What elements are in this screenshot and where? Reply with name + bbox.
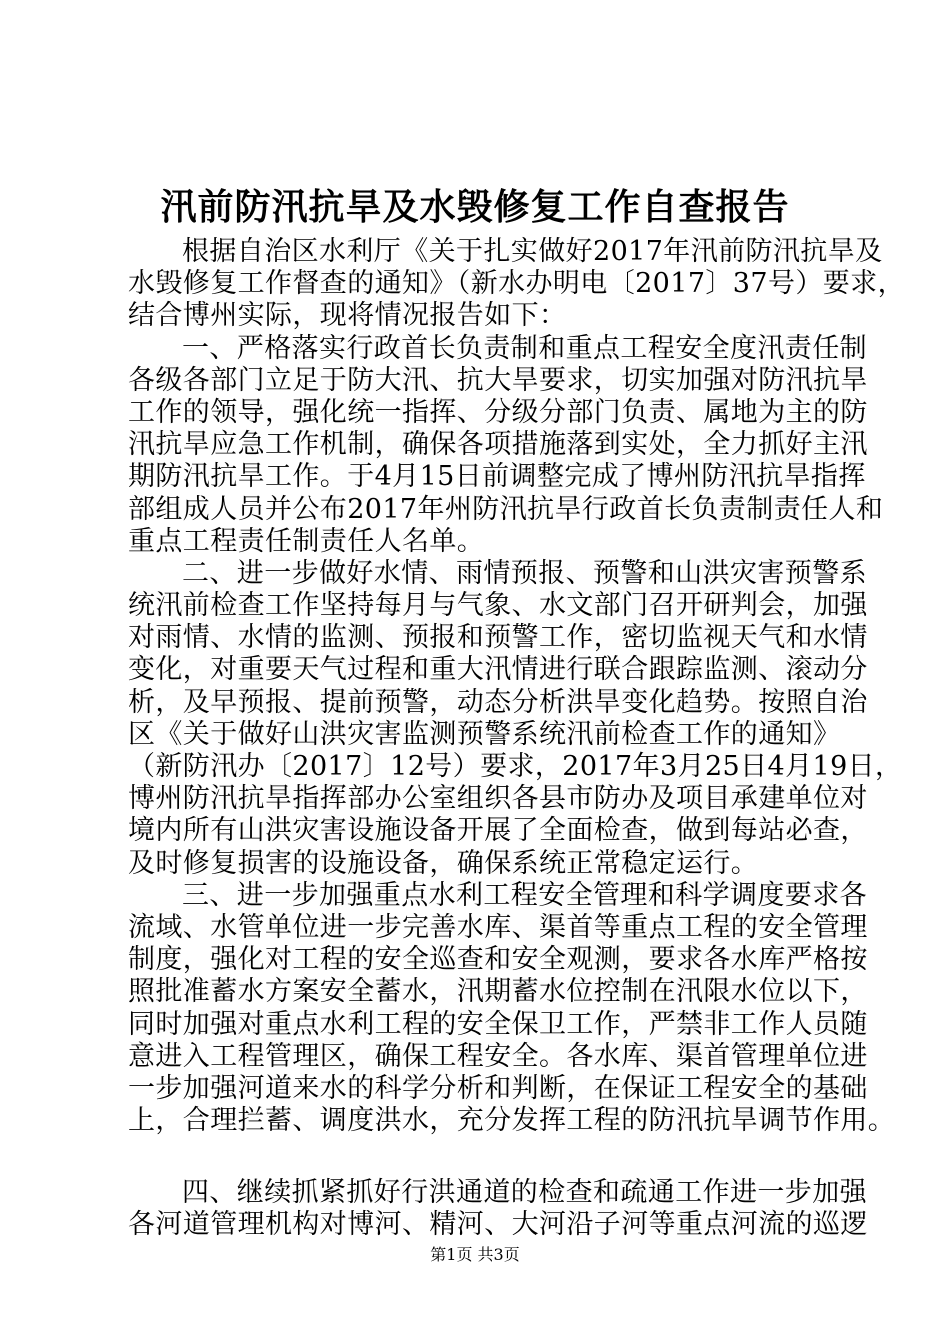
document-body xyxy=(128,236,905,1242)
text-line: 根据自治区水利厅《关于扎实做好2017年汛前防汛抗旱及 xyxy=(182,236,883,267)
text-line: 析，及早预报、提前预警，动态分析洪旱变化趋势。按照自治 xyxy=(128,686,868,718)
text-line: 工作的领导，强化统一指挥、分级分部门负责、属地为主的防 xyxy=(128,396,868,428)
section-4-paragraph xyxy=(128,1177,868,1241)
page-footer: 第1页 共3页 xyxy=(430,1245,520,1264)
text-line: 各河道管理机构对博河、精河、大河沿子河等重点河流的巡逻 xyxy=(128,1209,868,1241)
text-line: 照批准蓄水方案安全蓄水，汛期蓄水位控制在汛限水位以下， xyxy=(128,976,868,1008)
text-line: 二、进一步做好水情、雨情预报、预警和山洪灾害预警系 xyxy=(182,557,867,589)
section-3-paragraph xyxy=(128,879,896,1138)
paragraph-gap xyxy=(128,1137,848,1177)
text-line: 一步加强河道来水的科学分析和判断，在保证工程安全的基础 xyxy=(128,1072,868,1104)
text-line: 同时加强对重点水利工程的安全保卫工作，严禁非工作人员随 xyxy=(128,1008,868,1040)
text-line: 各级各部门立足于防大汛、抗大旱要求，切实加强对防汛抗旱 xyxy=(128,364,868,396)
text-line: 制度，强化对工程的安全巡查和安全观测，要求各水库严格按 xyxy=(128,944,868,976)
text-line: 统汛前检查工作坚持每月与气象、水文部门召开研判会，加强 xyxy=(128,590,868,622)
text-line: 对雨情、水情的监测、预报和预警工作，密切监视天气和水情 xyxy=(128,622,868,654)
section-1-paragraph xyxy=(128,332,884,558)
text-line: 上，合理拦蓄、调度洪水，充分发挥工程的防汛抗旱调节作用。 xyxy=(128,1105,896,1137)
text-line: 意进入工程管理区，确保工程安全。各水库、渠首管理单位进 xyxy=(128,1040,868,1072)
text-line: 期防汛抗旱工作。于4月15日前调整完成了博州防汛抗旱指挥 xyxy=(128,461,866,493)
text-line: 区《关于做好山洪灾害监测预警系统汛前检查工作的通知》 xyxy=(128,718,841,750)
text-line: 一、严格落实行政首长负责制和重点工程安全度汛责任制 xyxy=(182,332,867,364)
text-line: 三、进一步加强重点水利工程安全管理和科学调度要求各 xyxy=(182,879,867,911)
text-line: 及时修复损害的设施设备，确保系统正常稳定运行。 xyxy=(128,847,759,879)
text-line: 水毁修复工作督查的通知》（新水办明电〔2017〕37号）要求， xyxy=(128,268,905,300)
text-line: 变化，对重要天气过程和重大汛情进行联合跟踪监测、滚动分 xyxy=(128,654,868,686)
text-line: 部组成人员并公布2017年州防汛抗旱行政首长负责制责任人和 xyxy=(128,493,884,525)
text-line: 汛抗旱应急工作机制，确保各项措施落到实处，全力抓好主汛 xyxy=(128,429,868,461)
text-line: 结合博州实际，现将情况报告如下： xyxy=(128,300,567,332)
document-title: 汛前防汛抗旱及水毁修复工作自查报告 xyxy=(160,186,790,228)
section-2-paragraph xyxy=(128,557,903,880)
text-line: 重点工程责任制责任人名单。 xyxy=(128,525,485,557)
text-line: （新防汛办〔2017〕12号）要求，2017年3月25日4月19日， xyxy=(128,751,903,782)
text-line: 境内所有山洪灾害设施设备开展了全面检查，做到每站必查， xyxy=(128,815,868,847)
text-line: 博州防汛抗旱指挥部办公室组织各县市防办及项目承建单位对 xyxy=(128,783,868,815)
text-line: 流域、水管单位进一步完善水库、渠首等重点工程的安全管理 xyxy=(128,911,868,943)
intro-paragraph xyxy=(128,236,905,333)
text-line: 四、继续抓紧抓好行洪通道的检查和疏通工作进一步加强 xyxy=(182,1177,867,1209)
